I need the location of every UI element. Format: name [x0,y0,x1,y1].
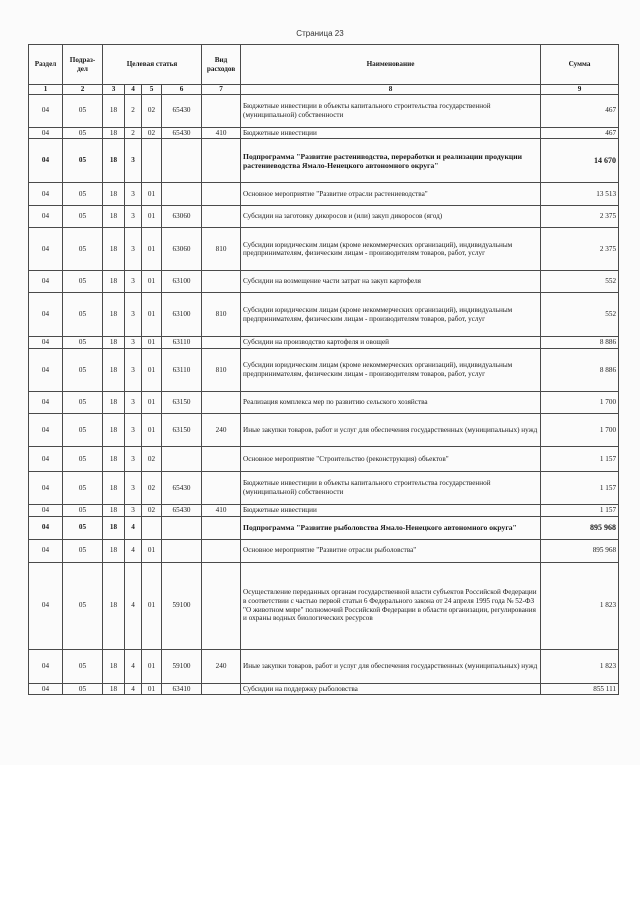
summa-cell: 2 375 [541,206,619,228]
column-number: 3 [103,85,125,95]
table-row [29,471,619,504]
table-row [29,183,619,206]
vid-rashodov-cell: 810 [202,293,241,337]
razdel-cell: 04 [29,391,63,413]
summa-cell: 552 [541,293,619,337]
cs-code-1-cell: 18 [103,504,125,516]
podrazdel-cell: 05 [63,562,103,649]
razdel-cell: 04 [29,183,63,206]
razdel-cell: 04 [29,94,63,127]
cs-code-1-cell: 18 [103,413,125,446]
vid-rashodov-cell [202,446,241,471]
table-row [29,649,619,683]
razdel-cell: 04 [29,516,63,539]
cs-code-4-cell [162,139,202,183]
vid-rashodov-cell: 410 [202,504,241,516]
cs-code-4-cell [162,516,202,539]
cs-code-3-cell: 01 [142,562,162,649]
cs-code-3-cell: 01 [142,348,162,391]
cs-code-2-cell: 3 [125,293,142,337]
column-number: 6 [162,85,202,95]
cs-code-1-cell: 18 [103,471,125,504]
cs-code-4-cell: 63100 [162,293,202,337]
cs-code-1-cell: 18 [103,139,125,183]
vid-rashodov-cell: 240 [202,413,241,446]
podrazdel-cell: 05 [63,504,103,516]
table-row [29,337,619,349]
podrazdel-cell: 05 [63,516,103,539]
naimenovanie-cell: Субсидии на возмещение части затрат на закуп картофеля [241,271,541,293]
naimenovanie-cell: Субсидии на заготовку дикоросов и (или) закуп дикоросов (ягод) [241,206,541,228]
summa-cell: 467 [541,94,619,127]
razdel-cell: 04 [29,348,63,391]
vid-rashodov-cell [202,139,241,183]
cs-code-3-cell: 01 [142,391,162,413]
header-row [29,45,619,85]
header-razdel: Раздел [29,45,63,85]
table-row [29,446,619,471]
cs-code-1-cell: 18 [103,337,125,349]
summa-cell: 14 670 [541,139,619,183]
summa-cell: 1 823 [541,649,619,683]
razdel-cell: 04 [29,127,63,139]
cs-code-1-cell: 18 [103,183,125,206]
razdel-cell: 04 [29,228,63,271]
cs-code-1-cell: 18 [103,683,125,695]
cs-code-2-cell: 2 [125,94,142,127]
cs-code-3-cell: 01 [142,413,162,446]
budget-table [28,44,619,695]
table-row [29,683,619,695]
page-number: Страница 23 [296,29,344,38]
cs-code-4-cell: 59100 [162,649,202,683]
naimenovanie-cell: Основное мероприятие "Развитие отрасли рыболовства" [241,539,541,562]
summa-cell: 552 [541,271,619,293]
summa-cell: 1 157 [541,446,619,471]
table-row [29,539,619,562]
podrazdel-cell: 05 [63,206,103,228]
podrazdel-cell: 05 [63,391,103,413]
table-row [29,413,619,446]
table-row [29,516,619,539]
podrazdel-cell: 05 [63,539,103,562]
vid-rashodov-cell [202,183,241,206]
cs-code-1-cell: 18 [103,293,125,337]
podrazdel-cell: 05 [63,127,103,139]
cs-code-4-cell: 63060 [162,228,202,271]
summa-cell: 895 968 [541,539,619,562]
cs-code-3-cell: 02 [142,94,162,127]
cs-code-1-cell: 18 [103,228,125,271]
naimenovanie-cell: Основное мероприятие "Строительство (реконструкция) объектов" [241,446,541,471]
vid-rashodov-cell [202,471,241,504]
naimenovanie-cell: Бюджетные инвестиции [241,504,541,516]
razdel-cell: 04 [29,649,63,683]
column-number: 2 [63,85,103,95]
vid-rashodov-cell [202,683,241,695]
naimenovanie-cell: Бюджетные инвестиции в объекты капитального строительства государственной (муниципальной) собственности [241,94,541,127]
naimenovanie-cell: Субсидии юридическим лицам (кроме некоммерческих организаций), индивидуальным предпринимателям, физическим лицам - производителям товаров, работ, услуг [241,293,541,337]
cs-code-4-cell: 65430 [162,471,202,504]
summa-cell: 13 513 [541,183,619,206]
podrazdel-cell: 05 [63,446,103,471]
cs-code-2-cell: 4 [125,562,142,649]
cs-code-2-cell: 3 [125,348,142,391]
cs-code-2-cell: 3 [125,391,142,413]
vid-rashodov-cell [202,516,241,539]
cs-code-2-cell: 3 [125,206,142,228]
vid-rashodov-cell: 810 [202,348,241,391]
razdel-cell: 04 [29,683,63,695]
cs-code-3-cell: 01 [142,206,162,228]
summa-cell: 8 886 [541,348,619,391]
cs-code-1-cell: 18 [103,539,125,562]
summa-cell: 1 157 [541,471,619,504]
vid-rashodov-cell [202,337,241,349]
table-row [29,139,619,183]
summa-cell: 1 700 [541,391,619,413]
cs-code-3-cell [142,516,162,539]
cs-code-4-cell [162,183,202,206]
summa-cell: 1 700 [541,413,619,446]
cs-code-4-cell: 63100 [162,271,202,293]
table-row [29,293,619,337]
cs-code-2-cell: 3 [125,271,142,293]
cs-code-1-cell: 18 [103,446,125,471]
header-vid-rashodov: Вид расходов [202,45,241,85]
summa-cell: 895 968 [541,516,619,539]
summa-cell: 8 886 [541,337,619,349]
column-number-row [29,85,619,95]
podrazdel-cell: 05 [63,271,103,293]
table-row [29,228,619,271]
podrazdel-cell: 05 [63,683,103,695]
table-row [29,127,619,139]
table-row [29,348,619,391]
cs-code-2-cell: 3 [125,446,142,471]
column-number: 8 [241,85,541,95]
vid-rashodov-cell: 240 [202,649,241,683]
naimenovanie-cell: Подпрограмма "Развитие растениводства, переработки и реализации продукции растениеводства Ямало-Ненецкого автономного округа" [241,139,541,183]
summa-cell: 467 [541,127,619,139]
cs-code-2-cell: 2 [125,127,142,139]
podrazdel-cell: 05 [63,337,103,349]
naimenovanie-cell: Основное мероприятие "Развитие отрасли растениеводства" [241,183,541,206]
cs-code-1-cell: 18 [103,94,125,127]
naimenovanie-cell: Иные закупки товаров, работ и услуг для обеспечения государственных (муниципальных) нужд [241,413,541,446]
cs-code-2-cell: 3 [125,413,142,446]
table-body [29,94,619,695]
podrazdel-cell: 05 [63,348,103,391]
cs-code-3-cell: 01 [142,228,162,271]
cs-code-3-cell: 01 [142,271,162,293]
table-row [29,562,619,649]
column-number: 5 [142,85,162,95]
cs-code-1-cell: 18 [103,127,125,139]
cs-code-4-cell [162,539,202,562]
cs-code-4-cell: 63150 [162,413,202,446]
cs-code-1-cell: 18 [103,562,125,649]
cs-code-3-cell: 01 [142,337,162,349]
cs-code-4-cell: 59100 [162,562,202,649]
razdel-cell: 04 [29,293,63,337]
cs-code-2-cell: 4 [125,516,142,539]
naimenovanie-cell: Субсидии на производство картофеля и овощей [241,337,541,349]
podrazdel-cell: 05 [63,183,103,206]
cs-code-3-cell: 01 [142,293,162,337]
razdel-cell: 04 [29,539,63,562]
naimenovanie-cell: Субсидии юридическим лицам (кроме некоммерческих организаций), индивидуальным предпринимателям, физическим лицам - производителям товаров, работ, услуг [241,348,541,391]
table-row [29,94,619,127]
cs-code-2-cell: 3 [125,228,142,271]
column-number: 4 [125,85,142,95]
razdel-cell: 04 [29,471,63,504]
header-summa: Сумма [541,45,619,85]
razdel-cell: 04 [29,446,63,471]
naimenovanie-cell: Подпрограмма "Развитие рыболовства Ямало-Ненецкого автономного округа" [241,516,541,539]
cs-code-2-cell: 3 [125,471,142,504]
vid-rashodov-cell [202,271,241,293]
podrazdel-cell: 05 [63,413,103,446]
cs-code-3-cell: 02 [142,471,162,504]
cs-code-4-cell: 63410 [162,683,202,695]
cs-code-2-cell: 3 [125,337,142,349]
vid-rashodov-cell [202,562,241,649]
cs-code-4-cell: 63110 [162,348,202,391]
cs-code-4-cell: 65430 [162,94,202,127]
summa-cell: 1 823 [541,562,619,649]
naimenovanie-cell: Иные закупки товаров, работ и услуг для обеспечения государственных (муниципальных) нужд [241,649,541,683]
table-row [29,206,619,228]
naimenovanie-cell: Субсидии на поддержку рыболовства [241,683,541,695]
cs-code-3-cell: 02 [142,446,162,471]
cs-code-1-cell: 18 [103,649,125,683]
razdel-cell: 04 [29,504,63,516]
vid-rashodov-cell: 410 [202,127,241,139]
vid-rashodov-cell [202,94,241,127]
cs-code-4-cell: 63110 [162,337,202,349]
column-number: 1 [29,85,63,95]
razdel-cell: 04 [29,337,63,349]
vid-rashodov-cell [202,539,241,562]
razdel-cell: 04 [29,562,63,649]
header-podrazdel: Подраз-дел [63,45,103,85]
cs-code-4-cell: 63060 [162,206,202,228]
table-row [29,391,619,413]
vid-rashodov-cell [202,206,241,228]
blank-area [0,765,640,905]
cs-code-3-cell: 02 [142,504,162,516]
cs-code-4-cell: 63150 [162,391,202,413]
column-number: 9 [541,85,619,95]
cs-code-3-cell: 01 [142,649,162,683]
naimenovanie-cell: Субсидии юридическим лицам (кроме некоммерческих организаций), индивидуальным предпринимателям, физическим лицам - производителям товаров, работ, услуг [241,228,541,271]
cs-code-4-cell: 65430 [162,504,202,516]
cs-code-2-cell: 4 [125,683,142,695]
cs-code-2-cell: 4 [125,649,142,683]
cs-code-4-cell [162,446,202,471]
column-number: 7 [202,85,241,95]
razdel-cell: 04 [29,139,63,183]
cs-code-4-cell: 65430 [162,127,202,139]
header-celevaya-statya: Целевая статья [103,45,202,85]
summa-cell: 1 157 [541,504,619,516]
podrazdel-cell: 05 [63,94,103,127]
summa-cell: 2 375 [541,228,619,271]
vid-rashodov-cell [202,391,241,413]
cs-code-1-cell: 18 [103,348,125,391]
cs-code-2-cell: 3 [125,183,142,206]
table-row [29,271,619,293]
cs-code-1-cell: 18 [103,391,125,413]
podrazdel-cell: 05 [63,293,103,337]
naimenovanie-cell: Осуществление переданных органам государственной власти субъектов Российской Федерации в соответствии с частью первой статьи 6 Федерального закона от 24 апреля 1995 года № 52-ФЗ "О животном мире" полномочий Российской Федерации в области организации, регулирования и охраны водных биологических ресурсов [241,562,541,649]
razdel-cell: 04 [29,413,63,446]
cs-code-2-cell: 3 [125,139,142,183]
cs-code-3-cell: 01 [142,539,162,562]
summa-cell: 855 111 [541,683,619,695]
cs-code-1-cell: 18 [103,271,125,293]
naimenovanie-cell: Бюджетные инвестиции в объекты капитального строительства государственной (муниципальной) собственности [241,471,541,504]
cs-code-3-cell: 01 [142,683,162,695]
vid-rashodov-cell: 810 [202,228,241,271]
cs-code-1-cell: 18 [103,516,125,539]
podrazdel-cell: 05 [63,471,103,504]
podrazdel-cell: 05 [63,139,103,183]
naimenovanie-cell: Бюджетные инвестиции [241,127,541,139]
podrazdel-cell: 05 [63,649,103,683]
razdel-cell: 04 [29,271,63,293]
cs-code-3-cell: 02 [142,127,162,139]
razdel-cell: 04 [29,206,63,228]
cs-code-3-cell [142,139,162,183]
cs-code-2-cell: 3 [125,504,142,516]
cs-code-1-cell: 18 [103,206,125,228]
table-row [29,504,619,516]
cs-code-2-cell: 4 [125,539,142,562]
header-naimenovanie: Наименование [241,45,541,85]
podrazdel-cell: 05 [63,228,103,271]
naimenovanie-cell: Реализация комплекса мер по развитию сельского хозяйства [241,391,541,413]
cs-code-3-cell: 01 [142,183,162,206]
